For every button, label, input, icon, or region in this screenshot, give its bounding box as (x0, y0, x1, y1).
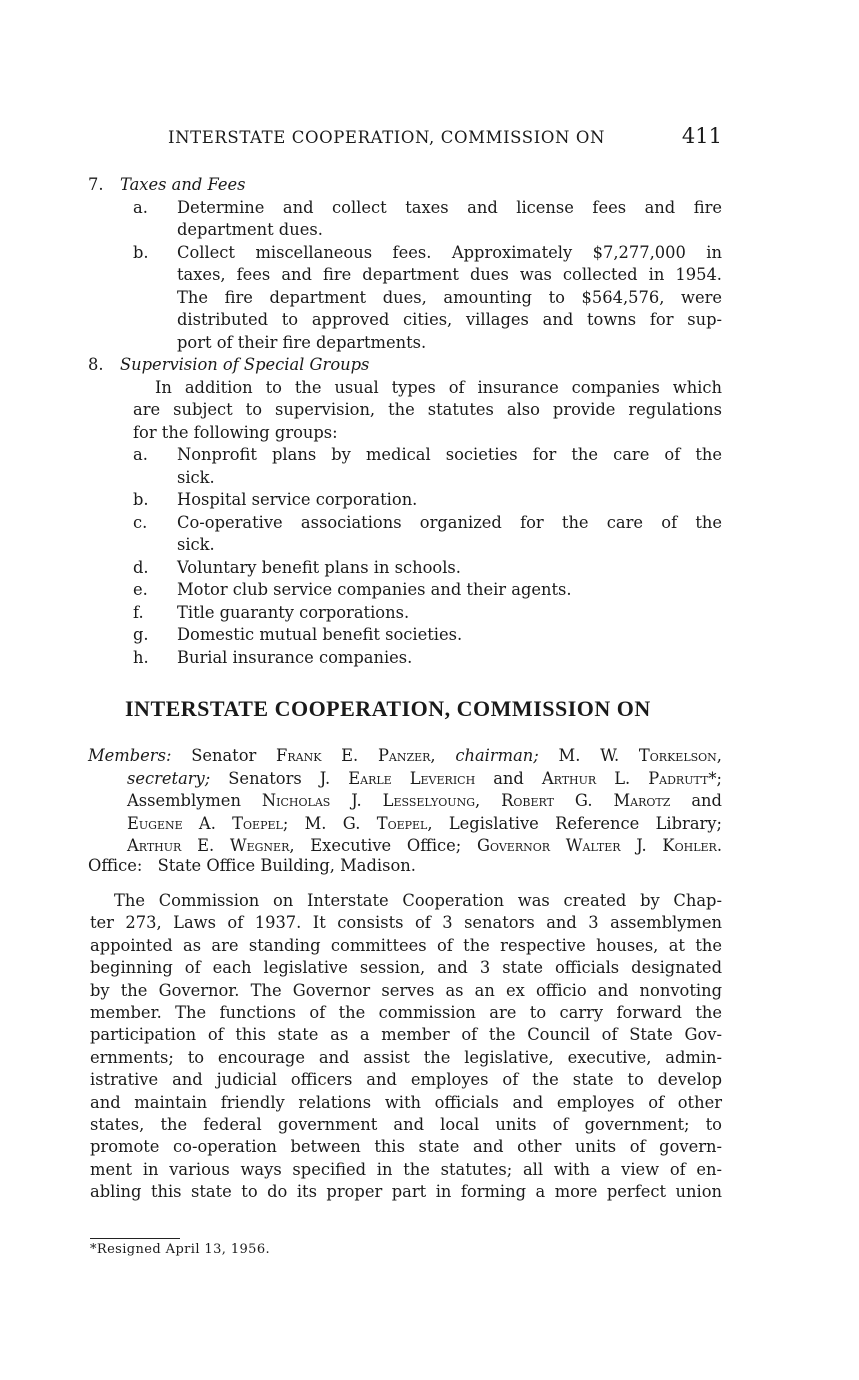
member-role: secretary; (127, 768, 211, 788)
body-line: istrative and judicial officers and employes of the state to develop (90, 1070, 722, 1090)
item-text-line: Hospital service corporation. (177, 490, 418, 509)
item-text-line: sick. (177, 535, 215, 554)
body-line: states, the federal government and local units of government; to (90, 1114, 722, 1134)
item-text-line: Voluntary benefit plans in schools. (177, 557, 461, 577)
member-text: and (691, 791, 722, 810)
item-text-line: Nonprofit plans by medical societies for the care of the (177, 445, 722, 464)
item-label: b. (133, 490, 149, 509)
office-line (88, 856, 416, 875)
item-label: c. (133, 512, 148, 532)
item-text-line: port of their fire departments. (177, 332, 427, 352)
office-label: Office: (88, 856, 143, 875)
body-line: and maintain friendly relations with officials and employes of other (90, 1092, 722, 1112)
body-line: participation of this state as a member of the Council of State Gov- (90, 1025, 722, 1045)
item-text-line: Co-operative associations organized for the care of the (177, 512, 722, 532)
member-text: Assemblymen (127, 791, 241, 810)
item-text-line: taxes, fees and fire department dues was collected in 1954. (177, 265, 722, 284)
section-supervision-special-groups (88, 354, 722, 669)
member-name: Eugene A. Toepel; (127, 813, 289, 833)
member-name: Frank E. Panzer, (276, 746, 436, 765)
item-label: d. (133, 557, 149, 577)
item-label: a. (133, 445, 148, 464)
member-text: M. G. (304, 813, 361, 833)
intro-line: for the following groups: (133, 422, 338, 442)
member-text: Senators J. (228, 768, 331, 788)
running-head-title: INTERSTATE COOPERATION, COMMISSION ON (168, 128, 605, 147)
member-role: chairman; (455, 746, 539, 765)
section-number: 8. (88, 355, 104, 374)
members-list (88, 745, 722, 858)
member-name: Earle Leverich (348, 768, 476, 788)
item-label: f. (133, 602, 144, 622)
item-text-line: Motor club service companies and their agents. (177, 580, 572, 599)
item-label: b. (133, 242, 149, 262)
item-text-line: Title guaranty corporations. (177, 602, 410, 622)
member-name: Governor Walter J. Kohler. (477, 836, 722, 855)
body-line: by the Governor. The Governor serves as an ex officio and nonvoting (90, 980, 722, 1000)
member-text: Senator (191, 746, 257, 765)
item-text-line: Determine and collect taxes and license fees and fire (177, 197, 722, 217)
body-line: appointed as are standing committees of the respective houses, at the (90, 935, 722, 955)
body-line: beginning of each legislative session, and 3 state officials designated (90, 958, 722, 978)
footnote: *Resigned April 13, 1956. (90, 1242, 271, 1257)
item-text-line: The fire department dues, amounting to $564,576, were (177, 287, 722, 307)
item-text-line: Collect miscellaneous fees. Approximately $7,277,000 in (177, 242, 722, 262)
body-line: ernments; to encourage and assist the legislative, executive, admin- (90, 1047, 722, 1067)
member-name: Arthur E. Wegner, (127, 836, 295, 855)
member-name: Toepel, (376, 813, 433, 833)
member-text: Executive Office; (310, 836, 462, 855)
body-line: ter 273, Laws of 1937. It consists of 3 senators and 3 assemblymen (90, 913, 722, 933)
member-name: Nicholas J. Lesselyoung, Robert G. Marotz (261, 791, 671, 810)
section-title: Taxes and Fees (120, 175, 246, 194)
section-heading: INTERSTATE COOPERATION, COMMISSION ON (125, 696, 651, 721)
member-name: Arthur L. Padrutt*; (541, 768, 722, 788)
member-text: and (493, 768, 524, 788)
body-line: promote co-operation between this state and other units of govern- (90, 1137, 722, 1157)
body-line: The Commission on Interstate Cooperation was created by Chap- (114, 891, 722, 910)
body-line: ment in various ways specified in the statutes; all with a view of en- (90, 1159, 722, 1179)
members-label: Members: (88, 746, 172, 765)
item-text-line: Burial insurance companies. (177, 647, 413, 667)
item-label: e. (133, 580, 148, 599)
footnote-rule (90, 1238, 180, 1239)
item-text-line: department dues. (177, 220, 323, 239)
intro-line: are subject to supervision, the statutes also provide regulations (133, 400, 722, 419)
item-text-line: sick. (177, 467, 215, 487)
item-label: g. (133, 625, 149, 644)
body-line: abling this state to do its proper part in forming a more perfect union (90, 1182, 722, 1202)
member-name: M. W. Torkelson, (558, 746, 722, 765)
section-taxes-and-fees (88, 174, 722, 354)
item-label: h. (133, 647, 149, 667)
running-head (168, 124, 722, 154)
body-paragraph (90, 890, 722, 1203)
office-value: State Office Building, Madison. (157, 856, 416, 875)
item-text-line: Domestic mutual benefit societies. (177, 625, 463, 644)
item-label: a. (133, 197, 148, 217)
body-line: member. The functions of the commission are to carry forward the (90, 1002, 722, 1022)
section-title: Supervision of Special Groups (120, 355, 370, 374)
intro-line: In addition to the usual types of insurance companies which (155, 377, 722, 397)
member-text: Legislative Reference Library; (448, 813, 722, 833)
page-number: 411 (681, 124, 722, 148)
item-text-line: distributed to approved cities, villages and towns for sup- (177, 310, 722, 329)
section-number: 7. (88, 175, 104, 194)
